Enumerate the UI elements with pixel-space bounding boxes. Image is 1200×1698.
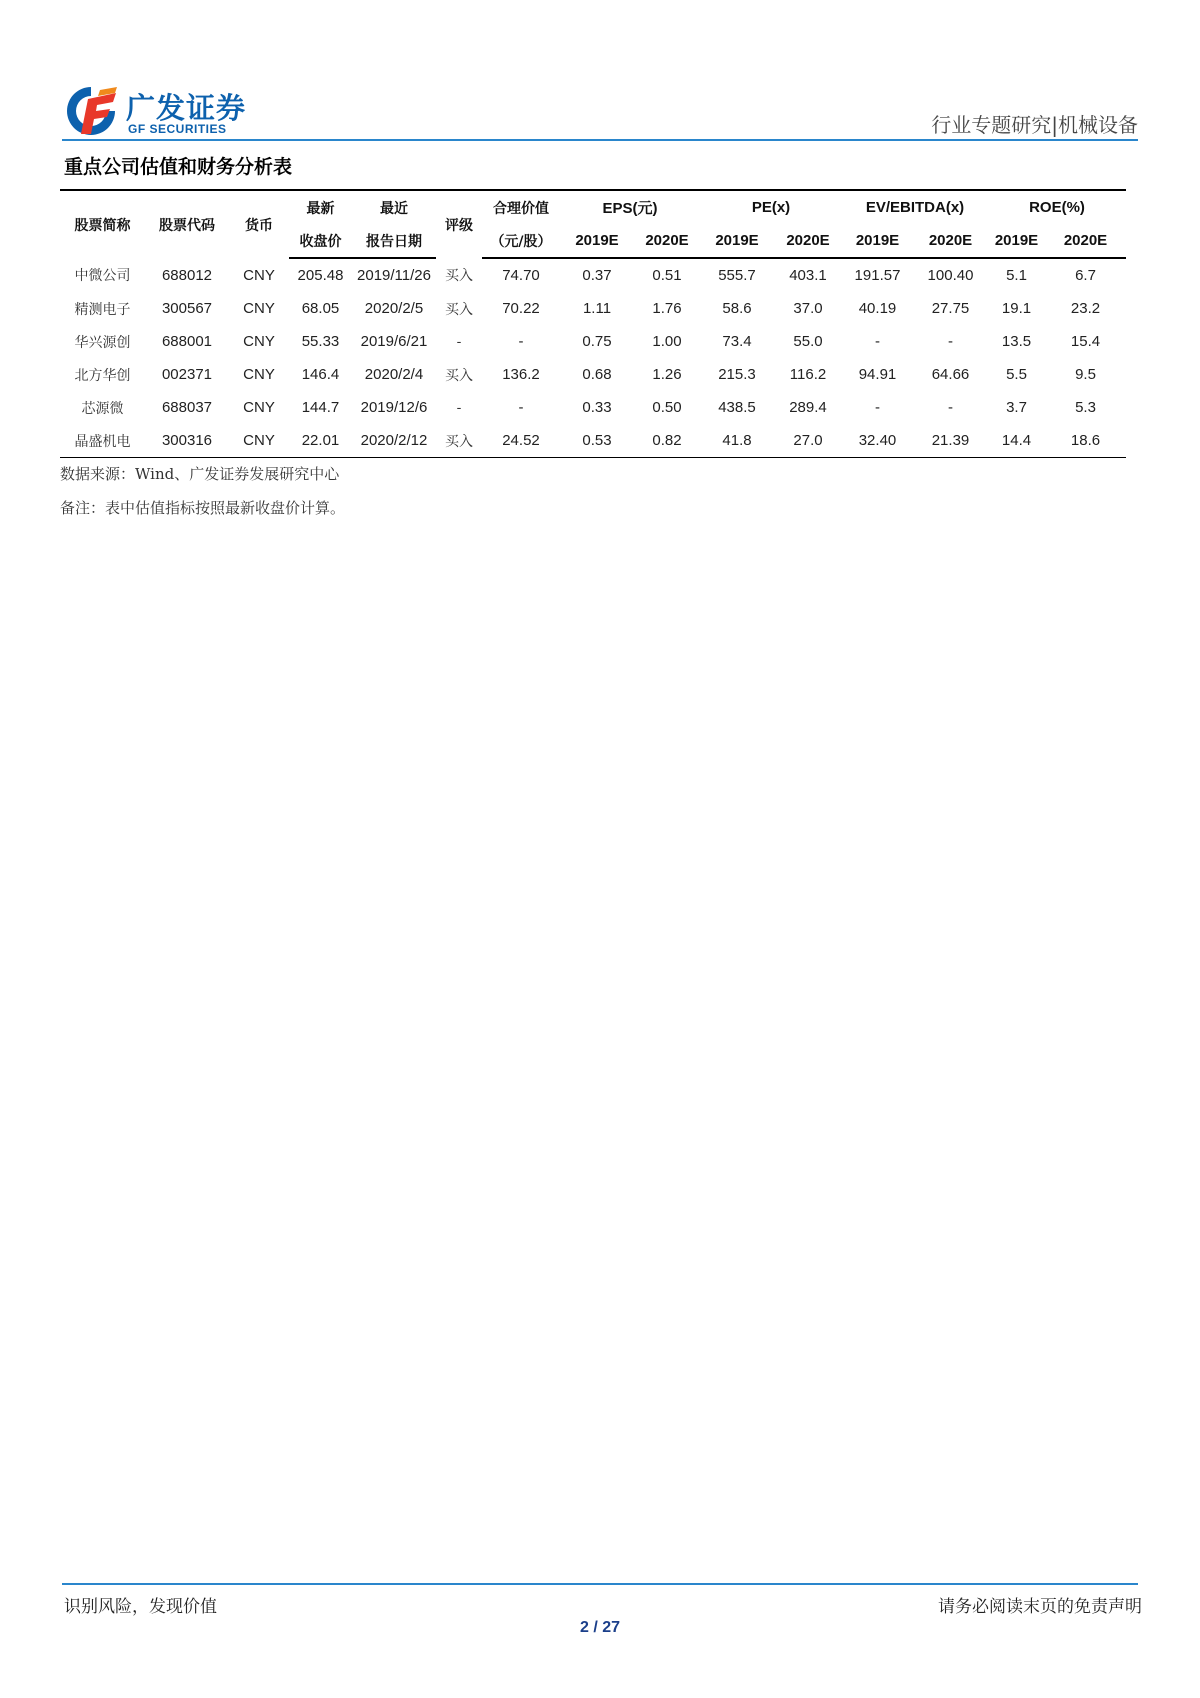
cell-pe-2019: 215.3 bbox=[718, 366, 756, 383]
cell-currency: CNY bbox=[243, 366, 275, 383]
footer-disclaimer: 请务必阅读末页的免责声明 bbox=[938, 1597, 1142, 1617]
col-header-date-top: 最近 bbox=[352, 190, 436, 224]
cell-name: 北方华创 bbox=[74, 367, 131, 384]
remark-note: 备注：表中估值指标按照最新收盘价计算。 bbox=[60, 499, 346, 517]
col-header-roe-2020: 2020E bbox=[1045, 224, 1126, 258]
col-header-roe: ROE(%) bbox=[988, 190, 1126, 224]
cell-date: 2019/12/6 bbox=[360, 399, 428, 416]
col-header-code: 股票代码 bbox=[145, 190, 229, 258]
cell-roe-2019: 14.4 bbox=[988, 424, 1045, 458]
footer-slogan: 识别风险，发现价值 bbox=[64, 1597, 217, 1617]
cell-eps-2019: 0.53 bbox=[560, 424, 634, 458]
cell-eps-2019: 0.75 bbox=[582, 333, 612, 350]
col-header-ev-2020: 2020E bbox=[913, 224, 988, 258]
cell-roe-2019: 13.5 bbox=[1001, 333, 1032, 350]
cell-date: 2019/11/26 bbox=[357, 267, 431, 284]
table-row bbox=[60, 391, 1126, 424]
table-row bbox=[60, 325, 1126, 358]
gf-logo-icon bbox=[64, 84, 118, 138]
cell-code: 688037 bbox=[161, 399, 213, 416]
cell-date: 2020/2/5 bbox=[364, 300, 424, 317]
cell-roe-2019: 5.5 bbox=[1006, 366, 1027, 383]
cell-rating: 买入 bbox=[445, 268, 473, 284]
cell-ev-2020: - bbox=[948, 333, 953, 350]
cell-ev-2019: 94.91 bbox=[858, 366, 897, 383]
cell-close: 55.33 bbox=[301, 333, 340, 350]
cell-close: 68.05 bbox=[301, 300, 340, 317]
cell-code: 300567 bbox=[161, 300, 213, 317]
gf-securities-logo bbox=[64, 84, 264, 140]
cell-ev-2020: 27.75 bbox=[931, 300, 970, 317]
table-row bbox=[60, 258, 1126, 292]
cell-roe-2020: 18.6 bbox=[1045, 424, 1126, 458]
cell-currency: CNY bbox=[243, 300, 275, 317]
cell-eps-2020: 1.76 bbox=[652, 300, 682, 317]
cell-eps-2020: 1.00 bbox=[652, 333, 682, 350]
cell-roe-2020: 23.2 bbox=[1070, 300, 1101, 317]
cell-fair-value: 74.70 bbox=[502, 267, 540, 284]
table-row bbox=[60, 424, 1126, 458]
col-header-currency: 货币 bbox=[229, 190, 289, 258]
cell-name: 晶盛机电 bbox=[60, 424, 145, 458]
cell-date: 2019/6/21 bbox=[360, 333, 428, 350]
cell-fair-value: 136.2 bbox=[502, 366, 540, 383]
cell-code: 688001 bbox=[161, 333, 213, 350]
table-body bbox=[60, 258, 1126, 458]
valuation-table bbox=[60, 189, 1126, 458]
cell-fair-value: 24.52 bbox=[482, 424, 560, 458]
col-header-pe: PE(x) bbox=[700, 190, 842, 224]
cell-code: 300316 bbox=[145, 424, 229, 458]
cell-ev-2020: - bbox=[948, 399, 953, 416]
report-type-label: 行业专题研究|机械设备 bbox=[931, 113, 1138, 137]
col-header-eps-2020: 2020E bbox=[634, 224, 700, 258]
table-row bbox=[60, 358, 1126, 391]
cell-code: 688012 bbox=[161, 266, 213, 284]
col-header-ev: EV/EBITDA(x) bbox=[842, 190, 988, 224]
cell-currency: CNY bbox=[243, 266, 275, 284]
page-number: 2 / 27 bbox=[579, 1619, 621, 1636]
cell-pe-2019: 438.5 bbox=[718, 399, 756, 416]
cell-eps-2019: 1.11 bbox=[582, 300, 612, 317]
cell-rating: 买入 bbox=[445, 301, 473, 318]
cell-currency: CNY bbox=[243, 333, 275, 350]
col-header-fair-top: 合理价值 bbox=[482, 190, 560, 224]
cell-pe-2020: 27.0 bbox=[774, 424, 842, 458]
cell-roe-2019: 3.7 bbox=[1006, 399, 1027, 416]
cell-eps-2020: 0.51 bbox=[652, 267, 682, 284]
col-header-close-bottom: 收盘价 bbox=[289, 224, 352, 258]
col-header-ev-2019: 2019E bbox=[842, 224, 913, 258]
cell-close: 205.48 bbox=[297, 267, 344, 284]
cell-eps-2019: 0.33 bbox=[582, 399, 612, 416]
cell-eps-2020: 0.82 bbox=[634, 424, 700, 458]
cell-rating: 买入 bbox=[436, 424, 482, 458]
col-header-roe-2019: 2019E bbox=[988, 224, 1045, 258]
cell-ev-2019: - bbox=[875, 399, 880, 416]
cell-ev-2020: 100.40 bbox=[927, 267, 974, 284]
cell-eps-2019: 0.37 bbox=[582, 267, 612, 284]
cell-currency: CNY bbox=[243, 399, 275, 416]
cell-rating: - bbox=[456, 333, 462, 350]
cell-pe-2019: 73.4 bbox=[722, 333, 752, 350]
cell-close: 144.7 bbox=[301, 399, 340, 416]
cell-date: 2020/2/4 bbox=[364, 366, 424, 383]
cell-ev-2020: 21.39 bbox=[913, 424, 988, 458]
section-title: 重点公司估值和财务分析表 bbox=[64, 156, 293, 178]
data-source-note: 数据来源：Wind、广发证券发展研究中心 bbox=[60, 465, 340, 483]
col-header-fair-bottom: （元/股） bbox=[482, 224, 560, 258]
cell-ev-2019: 191.57 bbox=[854, 267, 901, 284]
cell-ev-2020: 64.66 bbox=[931, 366, 970, 383]
cell-eps-2020: 0.50 bbox=[652, 399, 682, 416]
cell-currency: CNY bbox=[229, 424, 289, 458]
cell-ev-2019: 32.40 bbox=[842, 424, 913, 458]
cell-fair-value: 70.22 bbox=[502, 300, 540, 317]
cell-pe-2019: 555.7 bbox=[718, 267, 756, 284]
col-header-name: 股票简称 bbox=[60, 190, 145, 258]
col-header-pe-2020: 2020E bbox=[774, 224, 842, 258]
col-header-eps: EPS(元) bbox=[560, 190, 700, 224]
cell-code: 002371 bbox=[161, 366, 213, 383]
cell-name: 芯源微 bbox=[81, 400, 124, 417]
col-header-close-top: 最新 bbox=[289, 190, 352, 224]
cell-roe-2020: 15.4 bbox=[1070, 333, 1101, 350]
col-header-eps-2019: 2019E bbox=[560, 224, 634, 258]
cell-close: 22.01 bbox=[289, 424, 352, 458]
cell-roe-2020: 9.5 bbox=[1075, 366, 1096, 383]
cell-pe-2019: 58.6 bbox=[722, 300, 752, 317]
cell-ev-2019: 40.19 bbox=[858, 300, 897, 317]
logo-english-text: GF SECURITIES bbox=[128, 122, 227, 136]
cell-name: 中微公司 bbox=[74, 268, 131, 284]
col-header-pe-2019: 2019E bbox=[700, 224, 774, 258]
header-divider bbox=[62, 139, 1138, 141]
col-header-rating: 评级 bbox=[436, 190, 482, 258]
cell-name: 华兴源创 bbox=[74, 334, 131, 351]
table-header-row bbox=[60, 190, 1126, 224]
cell-pe-2020: 37.0 bbox=[793, 300, 823, 317]
cell-rating: 买入 bbox=[445, 367, 473, 384]
cell-fair-value: - bbox=[518, 333, 524, 350]
cell-roe-2020: 5.3 bbox=[1075, 399, 1096, 416]
cell-roe-2020: 6.7 bbox=[1075, 267, 1096, 284]
cell-roe-2019: 5.1 bbox=[1006, 267, 1027, 284]
footer-divider bbox=[62, 1583, 1138, 1585]
cell-close: 146.4 bbox=[301, 366, 340, 383]
cell-pe-2020: 289.4 bbox=[789, 399, 827, 416]
cell-date: 2020/2/12 bbox=[352, 424, 436, 458]
cell-pe-2019: 41.8 bbox=[700, 424, 774, 458]
cell-roe-2019: 19.1 bbox=[1001, 300, 1032, 317]
cell-pe-2020: 403.1 bbox=[789, 267, 827, 284]
cell-eps-2020: 1.26 bbox=[652, 366, 682, 383]
cell-ev-2019: - bbox=[875, 333, 880, 350]
cell-fair-value: - bbox=[518, 399, 524, 416]
table-row bbox=[60, 292, 1126, 325]
cell-rating: - bbox=[456, 399, 462, 416]
cell-pe-2020: 55.0 bbox=[793, 333, 823, 350]
cell-eps-2019: 0.68 bbox=[582, 366, 612, 383]
col-header-date-bottom: 报告日期 bbox=[352, 224, 436, 258]
cell-pe-2020: 116.2 bbox=[789, 366, 827, 383]
logo-chinese-text: 广发证券 bbox=[126, 91, 247, 125]
cell-name: 精测电子 bbox=[74, 301, 131, 318]
